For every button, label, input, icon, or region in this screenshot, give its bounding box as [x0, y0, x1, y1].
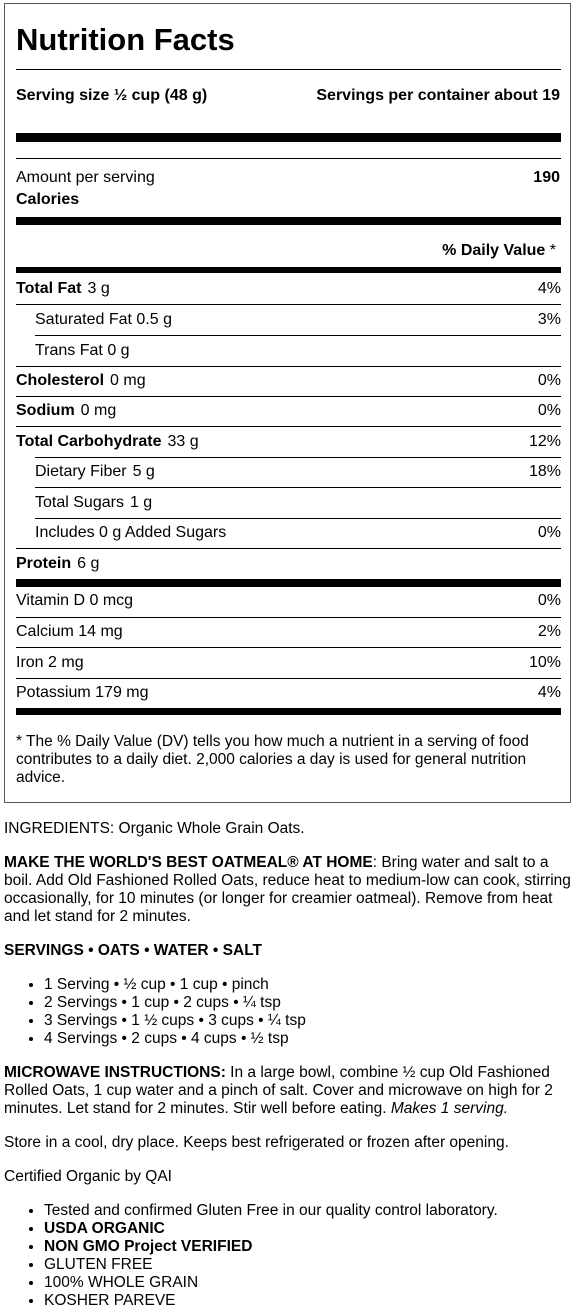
nutrient-amount: 0 mg	[80, 402, 117, 419]
servings-heading: SERVINGS • OATS • WATER • SALT	[4, 942, 262, 959]
nutrient-pct: 18%	[528, 463, 561, 480]
nutrient-name: Trans Fat 0 g	[35, 342, 130, 359]
vitamin-name: Potassium 179 mg	[16, 684, 149, 701]
vitamin-pct: 2%	[537, 623, 561, 640]
calories-label: Calories	[16, 191, 80, 208]
nutrient-row-total-carbohydrate	[16, 427, 561, 457]
list-item: • 1 Serving • ½ cup • 1 cup • pinch	[44, 976, 306, 994]
medium-divider	[16, 267, 561, 273]
daily-value-footnote: * The % Daily Value (DV) tells you how much a nutrient in a serving of food contributes to a daily diet. 2,000 calories a day is used for general nutrition advice.	[16, 733, 529, 786]
list-item: • KOSHER PAREVE	[44, 1292, 498, 1310]
nutrient-name: Cholesterol	[16, 372, 105, 389]
servings-list	[28, 976, 306, 1048]
servings-per-container: Servings per container about 19	[316, 87, 560, 104]
list-item: • 3 Servings • 1 ½ cups • 3 cups • ¼ tsp	[44, 1012, 306, 1030]
ingredients-text: INGREDIENTS: Organic Whole Grain Oats.	[4, 820, 305, 837]
nutrient-row-dietary-fiber	[35, 457, 561, 487]
stovetop-heading: MAKE THE WORLD'S BEST OATMEAL® AT HOME	[4, 854, 373, 871]
medium-divider	[16, 708, 561, 715]
vitamin-pct: 0%	[537, 592, 561, 609]
nutrient-pct: 4%	[537, 280, 561, 297]
vitamin-name: Vitamin D 0 mcg	[16, 592, 134, 609]
nutrient-amount: 1 g	[129, 494, 153, 511]
claims-list	[28, 1202, 498, 1310]
nutrient-pct: 0%	[537, 524, 561, 541]
vitamin-row-potassium	[16, 678, 561, 708]
nutrient-amount: 5 g	[132, 463, 155, 480]
vitamin-pct: 10%	[528, 654, 561, 671]
vitamin-row-vitamin-d	[16, 586, 561, 616]
nutrient-pct: 0%	[537, 402, 561, 419]
divider	[16, 158, 561, 159]
nutrient-amount: 3 g	[87, 280, 110, 297]
nutrient-row-cholesterol	[16, 366, 561, 396]
list-item: • 2 Servings • 1 cup • 2 cups • ¼ tsp	[44, 994, 306, 1012]
list-item: • USDA ORGANIC	[44, 1220, 498, 1238]
list-item: • GLUTEN FREE	[44, 1256, 498, 1274]
vitamin-pct: 4%	[537, 684, 561, 701]
thick-divider	[16, 133, 561, 142]
nutrient-name: Protein	[16, 555, 72, 572]
daily-value-header	[442, 240, 556, 262]
nutrient-row-added-sugars	[35, 518, 561, 548]
vitamin-name: Calcium 14 mg	[16, 623, 123, 640]
thick-divider	[16, 217, 561, 225]
nutrient-row-protein	[16, 549, 561, 579]
list-item: • NON GMO Project VERIFIED	[44, 1238, 498, 1256]
nutrient-pct: 0%	[537, 372, 561, 389]
nutrient-row-total-fat	[16, 274, 561, 304]
nutrient-row-trans-fat	[35, 336, 561, 366]
nutrient-amount: 33 g	[167, 433, 199, 450]
daily-value-star: *	[549, 242, 556, 259]
nutrient-name: Total Fat	[16, 280, 82, 297]
microwave-heading: MICROWAVE INSTRUCTIONS:	[4, 1064, 226, 1081]
nutrient-name: Dietary Fiber	[35, 463, 127, 480]
calories-value: 190	[533, 169, 560, 186]
nutrient-name: Saturated Fat 0.5 g	[35, 311, 172, 328]
nutrient-pct: 12%	[528, 433, 561, 450]
stovetop-text: : Bring water and salt to a boil. Add Old Fashioned Rolled Oats, reduce heat to medium-low can cook, stirring occasionally, for 10 minutes (or longer for creamier oatmeal). Remove from heat and let stand for 2 minutes.	[4, 854, 571, 925]
microwave-instructions	[4, 1064, 572, 1118]
amount-per-serving: Amount per serving	[16, 169, 155, 186]
vitamin-row-calcium	[16, 617, 561, 647]
list-item: • 100% WHOLE GRAIN	[44, 1274, 498, 1292]
nutrient-name: Total Sugars	[35, 494, 124, 511]
microwave-makes: Makes 1 serving.	[390, 1100, 509, 1117]
serving-size: Serving size ½ cup (48 g)	[16, 87, 208, 104]
ingredients	[4, 820, 572, 838]
nutrient-amount: 0 mg	[110, 372, 146, 389]
list-item: • Tested and confirmed Gluten Free in our quality control laboratory.	[44, 1202, 498, 1220]
nutrient-name: Includes 0 g Added Sugars	[35, 524, 227, 541]
certified-text: Certified Organic by QAI	[4, 1168, 172, 1185]
nutrient-amount: 6 g	[77, 555, 100, 572]
nutrient-name: Sodium	[16, 402, 75, 419]
storage-text: Store in a cool, dry place. Keeps best refrigerated or frozen after opening.	[4, 1134, 509, 1151]
nutrient-name: Total Carbohydrate	[16, 433, 162, 450]
list-item: • 4 Servings • 2 cups • 4 cups • ½ tsp	[44, 1030, 306, 1048]
nutrient-row-sodium	[16, 396, 561, 426]
nutrition-facts-label	[4, 3, 571, 803]
nutrient-pct: 3%	[537, 311, 561, 328]
stovetop-instructions	[4, 854, 572, 926]
daily-value-label: % Daily Value	[442, 242, 546, 259]
microwave-text: In a large bowl, combine ½ cup Old Fashioned Rolled Oats, 1 cup water and a pinch of salt. Cover and microwave on high for 2 minutes. Let stand for 2 minutes. Stir well before eating.	[4, 1064, 553, 1117]
nutrient-row-total-sugars	[35, 488, 561, 518]
divider	[16, 69, 561, 70]
label-title: Nutrition Facts	[16, 22, 235, 57]
nutrient-row-saturated-fat	[35, 305, 561, 335]
vitamin-name: Iron 2 mg	[16, 654, 84, 671]
vitamin-row-iron	[16, 648, 561, 678]
